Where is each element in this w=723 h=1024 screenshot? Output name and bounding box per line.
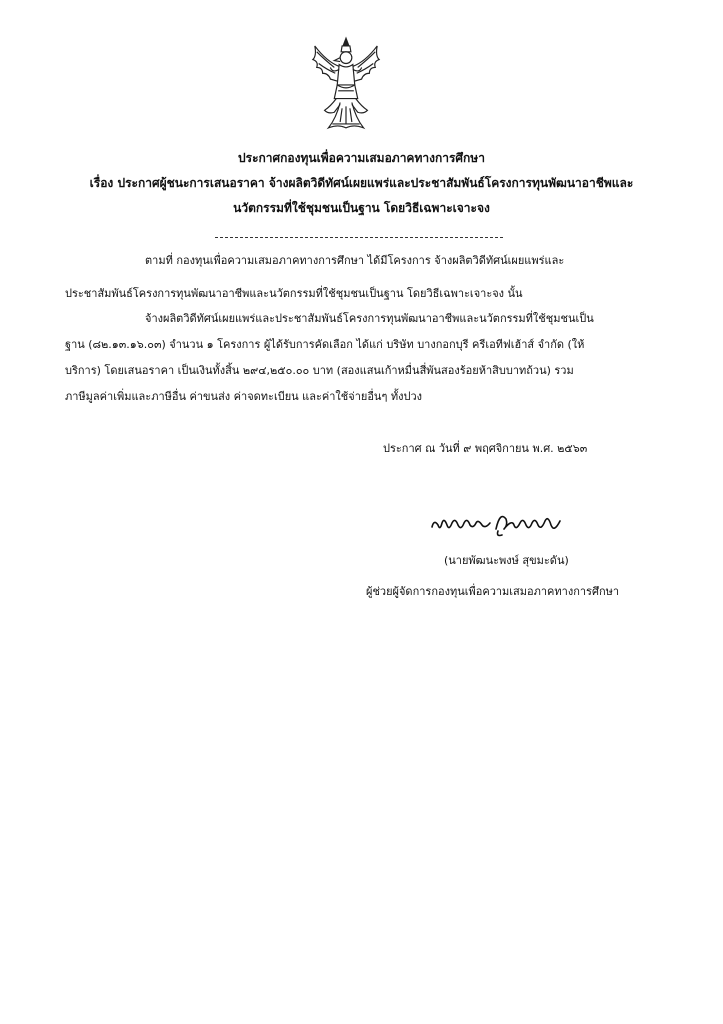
- paragraph-2-line-3: บริการ) โดยเสนอราคา เป็นเงินทั้งสิ้น ๒๙๔,๒๕๐.๐๐ บาท (สองแสนเก้าหมื่นสี่พันสองร้อยห้าสิบบาทถ้วน) รวม: [65, 364, 574, 377]
- paragraph-2-line-2: ฐาน (๘๒.๑๓.๑๖.๐๓) จำนวน ๑ โครงการ ผู้ได้รับการคัดเลือก ได้แก่ บริษัท บางกอกบุรี ครีเอทีฟเฮ้าส์ จำกัด (ให้: [65, 338, 585, 351]
- handwritten-signature: [428, 505, 584, 541]
- dashed-divider: [215, 237, 503, 238]
- announcement-subject-line-1: เรื่อง ประกาศผู้ชนะการเสนอราคา จ้างผลิตวิดีทัศน์เผยแพร่และประชาสัมพันธ์โครงการทุนพัฒนาอาชีพและ: [89, 176, 634, 190]
- announcement-date: ประกาศ ณ วันที่ ๙ พฤศจิกายน พ.ศ. ๒๕๖๓: [383, 442, 588, 455]
- announcement-subject-line-2: นวัตกรรมที่ใช้ชุมชนเป็นฐาน โดยวิธีเฉพาะเจาะจง: [233, 201, 490, 215]
- announcement-title: ประกาศกองทุนเพื่อความเสมอภาคทางการศึกษา: [238, 151, 485, 165]
- paragraph-2-line-1: จ้างผลิตวิดีทัศน์เผยแพร่และประชาสัมพันธ์โครงการทุนพัฒนาอาชีพและนวัตกรรมที่ใช้ชุมชนเป็น: [145, 312, 594, 325]
- signer-title: ผู้ช่วยผู้จัดการกองทุนเพื่อความเสมอภาคทางการศึกษา: [366, 585, 620, 598]
- paragraph-1-line-2: ประชาสัมพันธ์โครงการทุนพัฒนาอาชีพและนวัตกรรมที่ใช้ชุมชนเป็นฐาน โดยวิธีเฉพาะเจาะจง นั้น: [65, 287, 523, 300]
- garuda-emblem: [307, 33, 385, 133]
- paragraph-1-line-1: ตามที่ กองทุนเพื่อความเสมอภาคทางการศึกษา ได้มีโครงการ จ้างผลิตวิดีทัศน์เผยแพร่และ: [145, 254, 565, 267]
- paragraph-2-line-4: ภาษีมูลค่าเพิ่มและภาษีอื่น ค่าขนส่ง ค่าจดทะเบียน และค่าใช้จ่ายอื่นๆ ทั้งปวง: [65, 390, 423, 403]
- signer-name: (นายพัฒนะพงษ์ สุขมะดัน): [444, 554, 569, 567]
